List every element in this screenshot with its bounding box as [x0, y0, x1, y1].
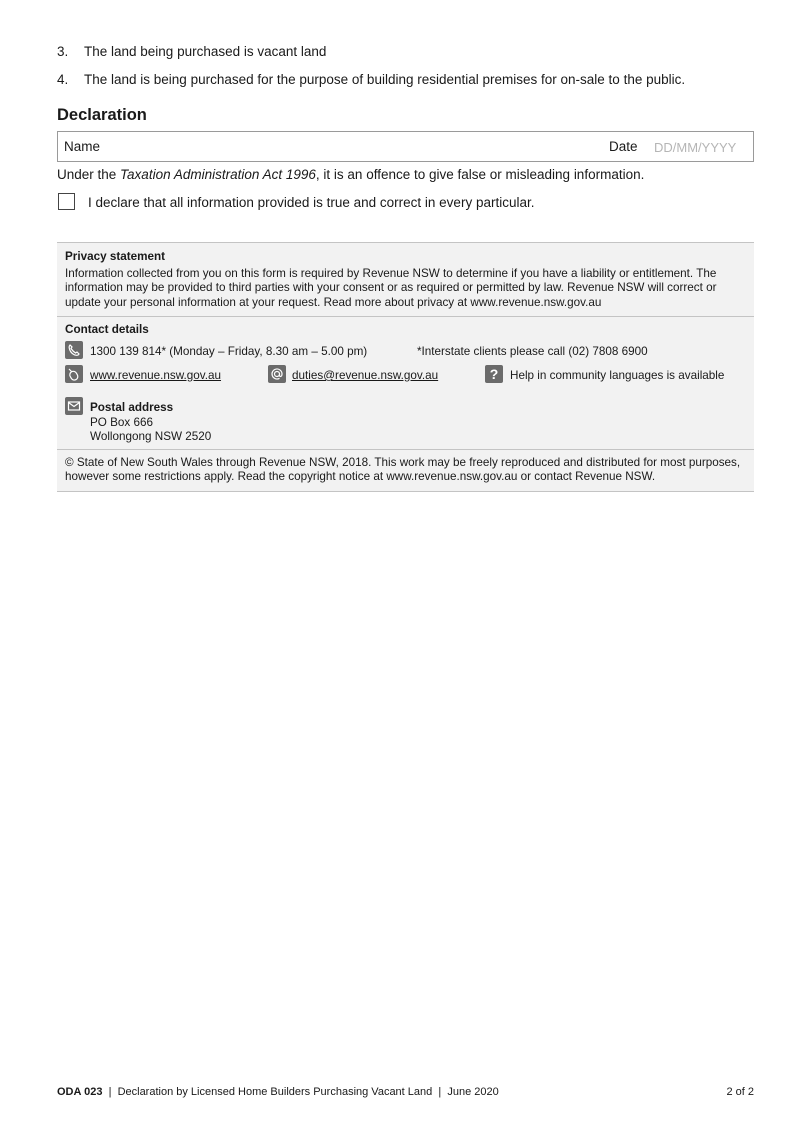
form-code: ODA 023 [57, 1086, 103, 1098]
interstate-note: *Interstate clients please call (02) 7808 6900 [417, 345, 648, 358]
offence-prefix: Under the [57, 167, 121, 182]
phone-number: 1300 139 814* (Monday – Friday, 8.30 am – 5.00 pm) [90, 345, 368, 358]
list-item-text: The land being purchased is vacant land [84, 44, 327, 59]
form-title: Declaration by Licensed Home Builders Purchasing Vacant Land [117, 1086, 433, 1098]
offence-suffix: , it is an offence to give false or misleading information. [315, 167, 645, 182]
footer-separator: | [108, 1086, 112, 1098]
privacy-text: Information collected from you on this form is required by Revenue NSW to determine if you have a liability or entitlement. The information may be provided to third parties with your consent or as required or permitted by law. Revenue NSW will correct or update your personal information at your request. Read more about privacy at www.revenue.nsw.gov.au [65, 267, 717, 309]
divider [57, 316, 754, 317]
list-item-number: 3. [57, 44, 69, 59]
footer-separator: | [438, 1086, 442, 1098]
email-link[interactable]: duties@revenue.nsw.gov.au [292, 369, 439, 382]
declaration-heading: Declaration [57, 106, 147, 124]
contact-title: Contact details [65, 323, 149, 336]
help-text: Help in community languages is available [510, 369, 725, 382]
postal-title: Postal address [90, 401, 174, 414]
privacy-title: Privacy statement [65, 250, 166, 263]
date-label: Date [609, 139, 638, 154]
help-icon: ? [485, 365, 503, 383]
info-panel [57, 242, 754, 492]
mouse-icon [65, 365, 83, 383]
date-field[interactable] [654, 138, 746, 156]
postal-line-1: PO Box 666 [90, 416, 154, 429]
envelope-icon [65, 397, 83, 415]
at-sign-icon [268, 365, 286, 383]
page-number: 2 of 2 [726, 1086, 754, 1098]
declaration-checkbox-label: I declare that all information provided is true and correct in every particular. [88, 195, 535, 210]
offence-act: Taxation Administration Act 1996 [120, 167, 316, 182]
offence-notice [57, 167, 644, 182]
postal-line-2: Wollongong NSW 2520 [90, 430, 212, 443]
name-label: Name [64, 139, 101, 154]
website-link[interactable]: www.revenue.nsw.gov.au [90, 369, 222, 382]
list-item-text: The land is being purchased for the purpose of building residential premises for on-sale to the public. [84, 72, 686, 87]
list-item-number: 4. [57, 72, 69, 87]
copyright-notice: © State of New South Wales through Revenue NSW, 2018. This work may be freely reproduced and distributed for most purposes, however some restrictions apply. Read the copyright notice at www.revenue.nsw.gov.au or contact Revenue NSW. [65, 456, 741, 484]
phone-icon [65, 341, 83, 359]
list-item [57, 72, 685, 87]
form-date: June 2020 [447, 1086, 499, 1098]
declaration-checkbox[interactable] [58, 193, 75, 210]
list-item [57, 44, 326, 59]
divider [57, 449, 754, 450]
declaration-fields [57, 131, 754, 162]
